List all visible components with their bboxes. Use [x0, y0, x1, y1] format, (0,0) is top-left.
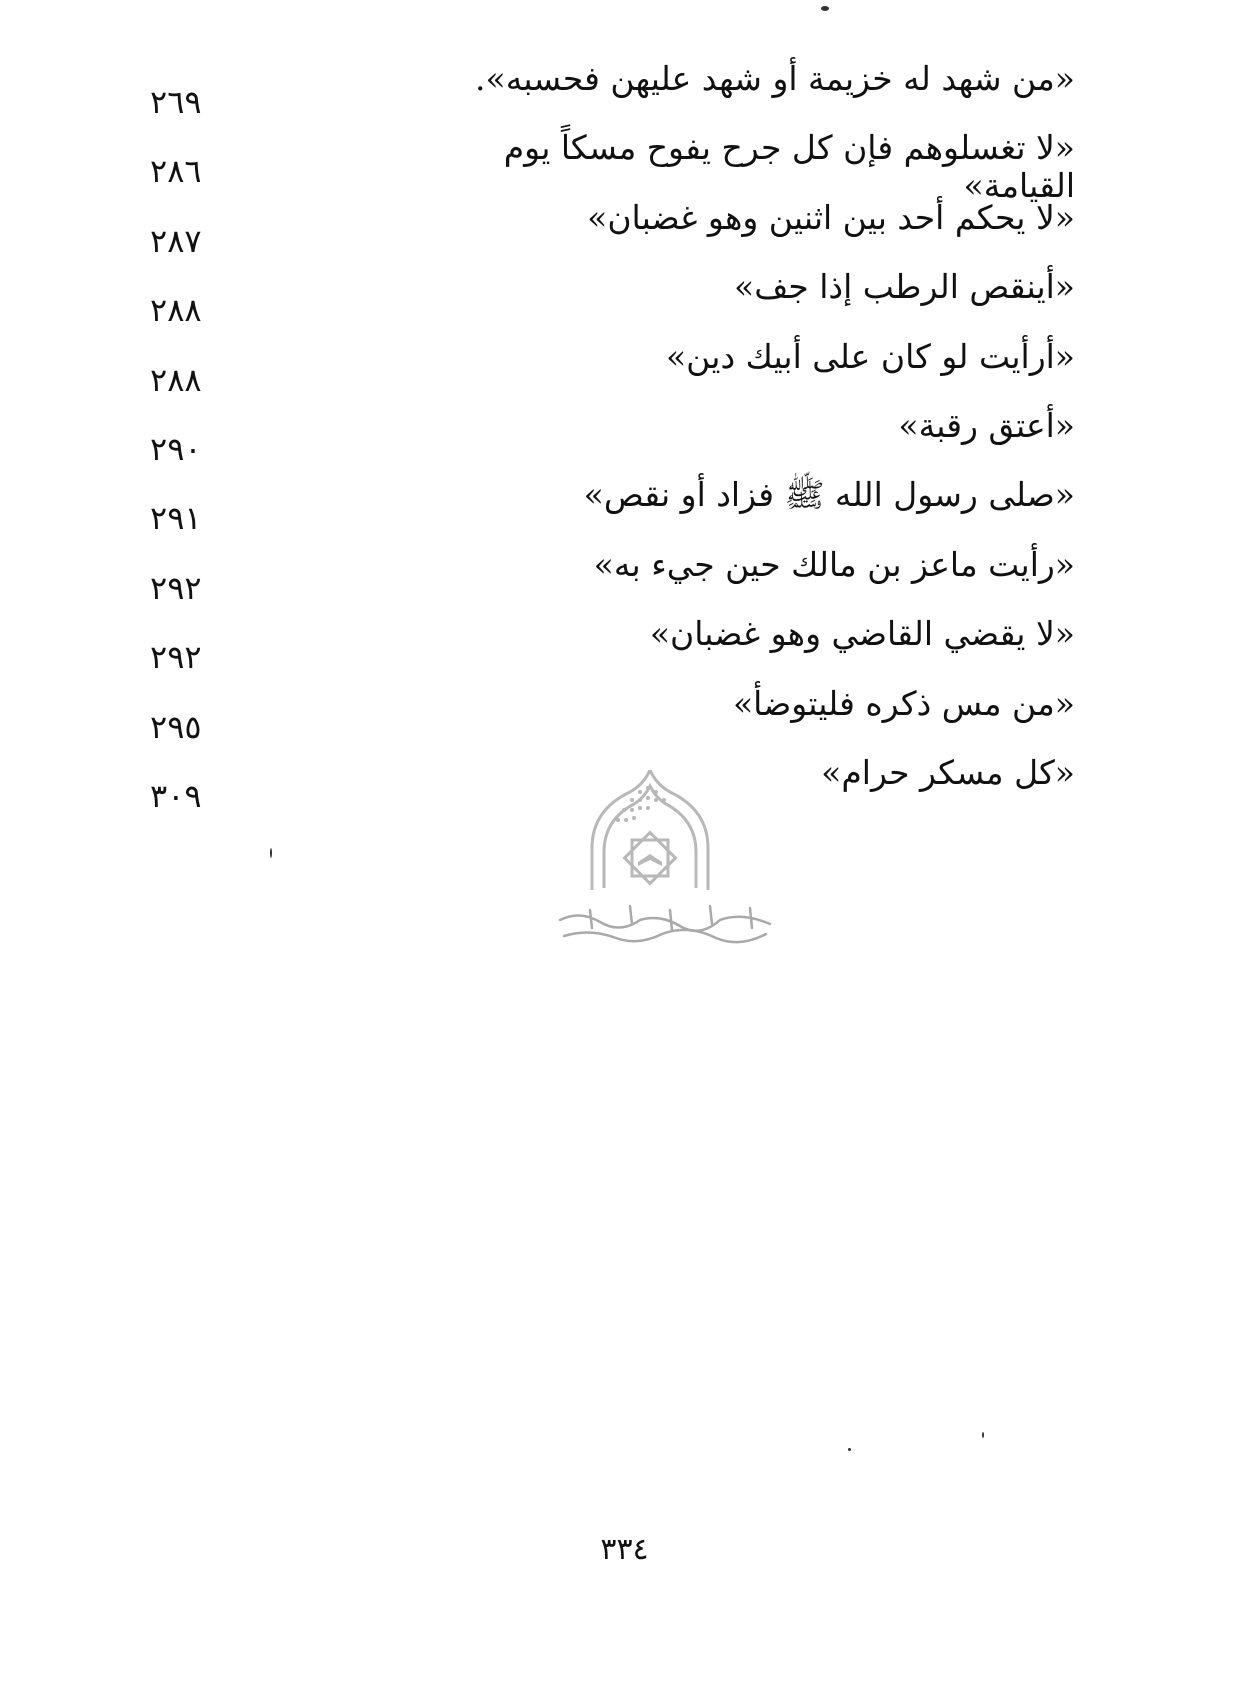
index-entry: [150, 268, 1075, 337]
entry-text: «لا يحكم أحد بين اثنين وهو غضبان»: [587, 197, 1075, 237]
entry-text: «من شهد له خزيمة أو شهد عليهن فحسبه».: [475, 59, 1075, 98]
entry-page-number: ٢٩٢: [150, 568, 202, 607]
hadith-index-list: [150, 60, 1075, 823]
entry-page-number: ٢٩١: [150, 499, 202, 538]
entry-text: «أينقص الرطب إذا جف»: [734, 267, 1075, 307]
scan-speck: [848, 1448, 851, 1451]
entry-text: «أرأيت لو كان على أبيك دين»: [665, 336, 1075, 376]
entry-page-number: ٣٠٩: [150, 776, 202, 815]
index-entry: [150, 476, 1075, 545]
index-entry: [150, 615, 1075, 684]
index-entry: [150, 407, 1075, 476]
index-entry: [150, 546, 1075, 615]
library-logo-icon: [520, 770, 820, 1000]
index-entry: [150, 128, 1075, 206]
scan-speck: [821, 6, 829, 11]
entry-page-number: ٢٨٧: [150, 221, 202, 260]
entry-page-number: ٢٩٥: [150, 707, 202, 746]
entry-page-number: ٢٩٢: [150, 638, 202, 677]
scan-speck: [270, 848, 272, 858]
entry-text: «كل مسكر حرام»: [821, 752, 1075, 792]
entry-text: «من مس ذكره فليتوضأ»: [732, 683, 1075, 723]
page-number: ٣٣٤: [600, 1532, 649, 1567]
entry-page-number: ٢٨٨: [150, 291, 202, 330]
entry-page-number: ٢٩٠: [150, 429, 202, 468]
entry-page-number: ٢٨٨: [150, 360, 202, 399]
index-entry: [150, 60, 1075, 129]
index-entry: [150, 338, 1075, 407]
entry-text: «صلى رسول الله ﷺ فزاد أو نقص»: [583, 475, 1075, 515]
index-entry: [150, 685, 1075, 754]
entry-text: «لا يقضي القاضي وهو غضبان»: [649, 614, 1075, 654]
entry-page-number: ٢٨٦: [150, 152, 202, 191]
entry-text: «أعتق رقبة»: [898, 405, 1075, 445]
scan-speck: [982, 1432, 984, 1438]
entry-text: «رأيت ماعز بن مالك حين جيء به»: [593, 544, 1075, 584]
index-entry: [150, 199, 1075, 268]
entry-page-number: ٢٦٩: [150, 83, 202, 121]
entry-text: «لا تغسلوهم فإن كل جرح يفوح مسكاً يوم القيامة»: [503, 128, 1075, 206]
